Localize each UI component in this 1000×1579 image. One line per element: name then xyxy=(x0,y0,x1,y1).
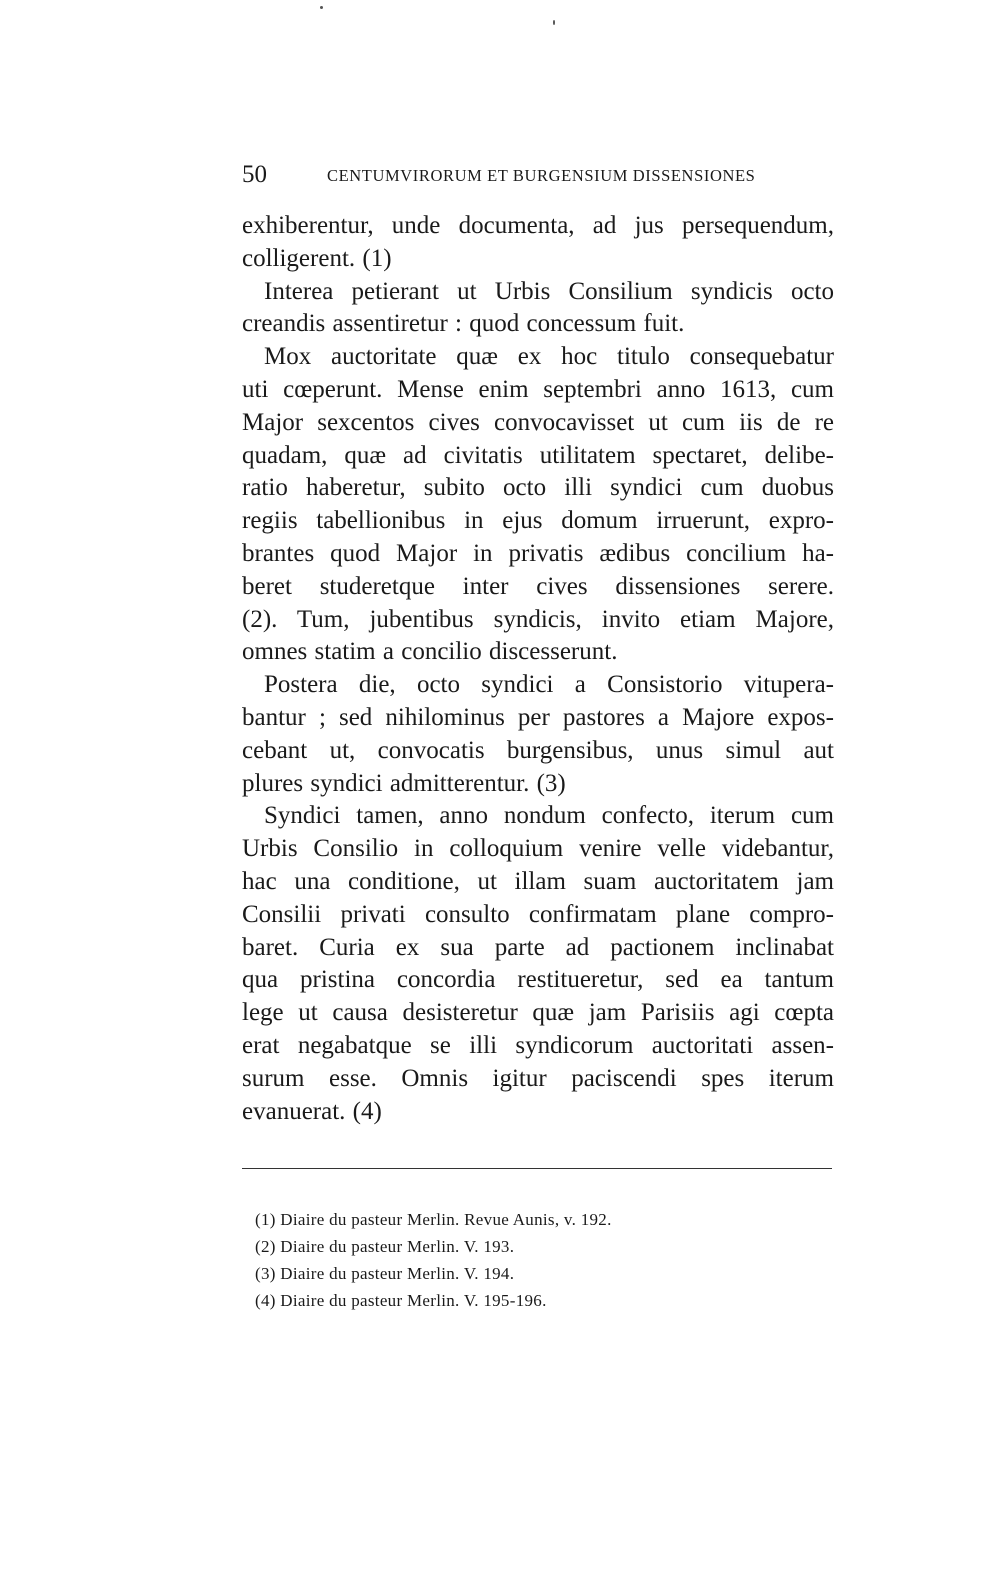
text-line: Urbis Consilio in colloquium venire velle videbantur, xyxy=(242,835,834,863)
text-line: uti cœperunt. Mense enim septembri anno 1613, cum xyxy=(242,375,834,403)
text-line: lege ut causa desisteretur quæ jam Parisiis agi cœpta xyxy=(242,999,834,1027)
text-line: plures syndici admitterentur. (3) xyxy=(242,769,566,797)
text-line: hac una conditione, ut illam suam auctoritatem jam xyxy=(242,867,834,895)
footnote: (2) Diaire du pasteur Merlin. V. 193. xyxy=(255,1237,515,1256)
text-line: Interea petierant ut Urbis Consilium syndicis octo xyxy=(264,277,834,305)
footnote: (4) Diaire du pasteur Merlin. V. 195-196. xyxy=(255,1291,547,1310)
text-line: surum esse. Omnis igitur paciscendi spes iterum xyxy=(242,1064,834,1092)
page-header xyxy=(242,160,832,190)
text-line: Mox auctoritate quæ ex hoc titulo consequebatur xyxy=(264,343,834,371)
text-line: beret studeretque inter cives dissensiones serere. xyxy=(242,572,834,600)
text-line: regiis tabellionibus in ejus domum irruerunt, expro- xyxy=(242,507,834,535)
text-line: quadam, quæ ad civitatis utilitatem spectaret, delibe- xyxy=(242,441,834,469)
text-line: baret. Curia ex sua parte ad pactionem inclinabat xyxy=(242,933,834,961)
text-line: (2). Tum, jubentibus syndicis, invito etiam Majore, xyxy=(242,605,834,633)
text-line: qua pristina concordia restitueretur, sed ea tantum xyxy=(242,966,834,994)
text-line: exhiberentur, unde documenta, ad jus persequendum, xyxy=(242,212,834,239)
body-text xyxy=(242,210,834,1128)
text-line: ratio haberetur, subito octo illi syndici cum duobus xyxy=(242,474,834,502)
running-title: CENTUMVIRORUM ET BURGENSIUM DISSENSIONES xyxy=(327,166,756,185)
text-line: Major sexcentos cives convocavisset ut cum iis de re xyxy=(242,408,834,436)
footnotes xyxy=(255,1206,815,1314)
text-line: Postera die, octo syndici a Consistorio vitupera- xyxy=(264,671,834,699)
text-line: omnes statim a concilio discesserunt. xyxy=(242,638,618,666)
text-line: Syndici tamen, anno nondum confecto, iterum cum xyxy=(264,802,834,830)
scan-speck xyxy=(553,20,555,25)
text-line: creandis assentiretur : quod concessum fuit. xyxy=(242,310,685,338)
text-line: bantur ; sed nihilominus per pastores a Majore expos- xyxy=(242,703,834,731)
scan-speck xyxy=(320,6,323,9)
footnote: (1) Diaire du pasteur Merlin. Revue Aunis, v. 192. xyxy=(255,1210,612,1229)
footnote-divider xyxy=(242,1168,832,1169)
text-line: brantes quod Major in privatis ædibus concilium ha- xyxy=(242,539,834,567)
text-line: erat negabatque se illi syndicorum auctoritati assen- xyxy=(242,1031,834,1059)
text-line: evanuerat. (4) xyxy=(242,1097,382,1125)
text-line: cebant ut, convocatis burgensibus, unus simul aut xyxy=(242,736,834,764)
footnote: (3) Diaire du pasteur Merlin. V. 194. xyxy=(255,1264,515,1283)
text-line: colligerent. (1) xyxy=(242,244,392,272)
page-number: 50 xyxy=(242,161,267,188)
text-line: Consilii privati consulto confirmatam plane compro- xyxy=(242,900,834,928)
